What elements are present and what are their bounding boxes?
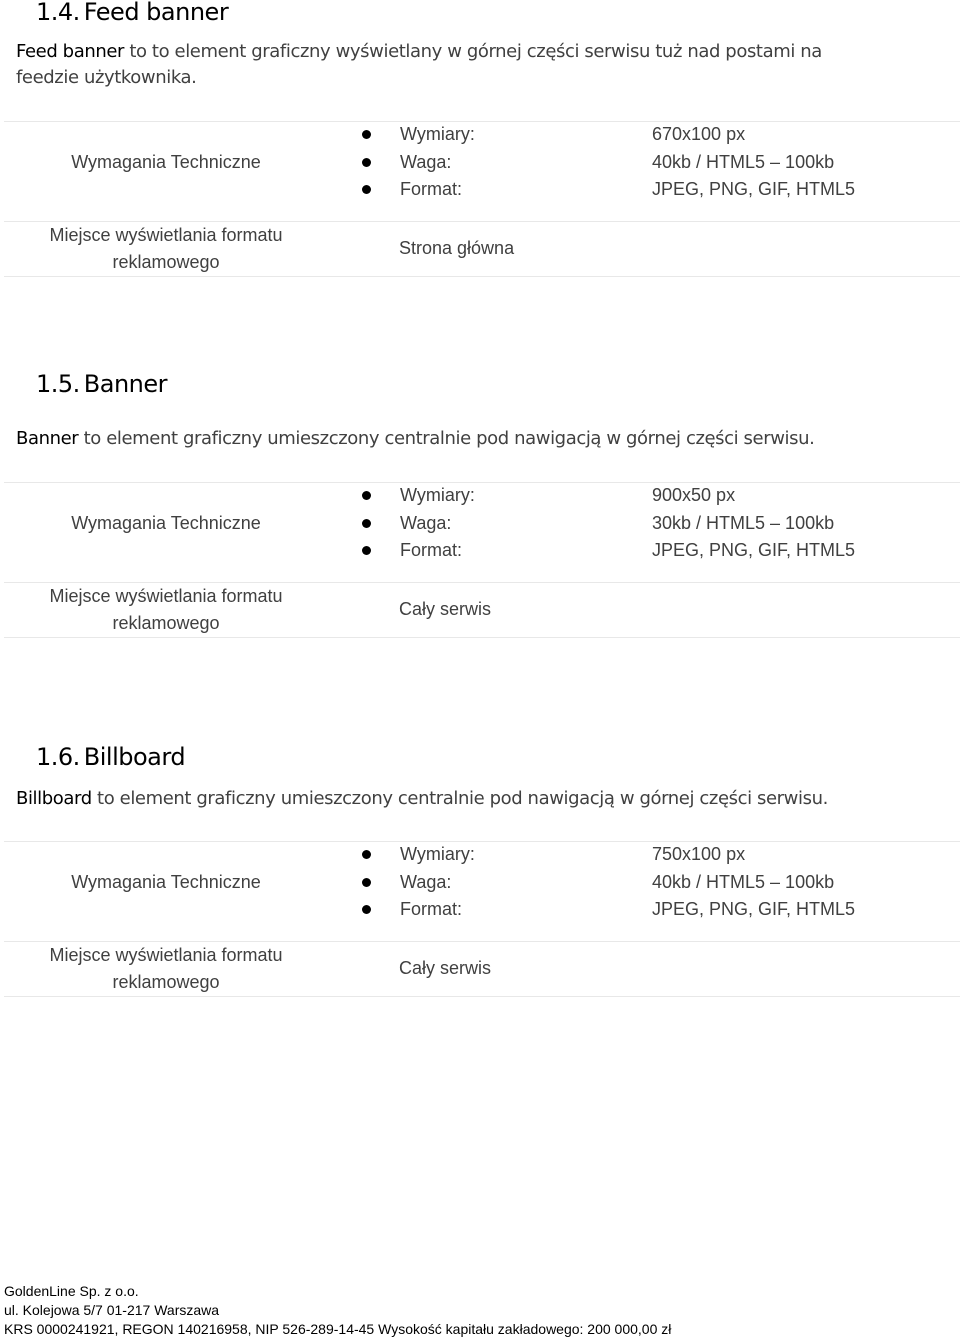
spec-item-dimensions (362, 121, 960, 149)
placement-value: Cały serwis (399, 599, 492, 619)
bullet-icon (362, 185, 371, 194)
description-text: to element graficzny umieszczony centralnie pod nawigacją w górnej części serwisu. (91, 788, 828, 809)
bullet-icon (362, 905, 371, 914)
section-description (16, 786, 876, 812)
bullet-icon (362, 130, 371, 139)
spec-list (362, 482, 960, 565)
section-description (16, 426, 876, 452)
tech-requirements-row (4, 842, 960, 942)
spec-key: Wymiary: (400, 485, 475, 505)
section-heading (36, 0, 228, 26)
placement-row (4, 222, 960, 276)
section-title: Billboard (83, 743, 186, 771)
spec-table (4, 841, 960, 997)
spec-key: Waga: (400, 151, 452, 172)
spec-item-format (362, 537, 960, 565)
placement-value: Cały serwis (399, 958, 492, 978)
spec-table (4, 482, 960, 638)
tech-requirements-label: Wymagania Techniczne (71, 872, 261, 892)
placement-label: Miejsce wyświetlania formatu reklamowego (49, 225, 283, 272)
spec-value: 30kb / HTML5 – 100kb (652, 512, 835, 533)
description-term: Banner (16, 428, 79, 449)
description-text: to to element graficzny wyświetlany w górnej części serwisu tuż nad postami na feedzie użytkownika. (16, 41, 822, 88)
description-text: to element graficzny umieszczony centralnie pod nawigacją w górnej części serwisu. (78, 428, 815, 449)
tech-requirements-label: Wymagania Techniczne (71, 513, 261, 533)
spec-value: JPEG, PNG, GIF, HTML5 (652, 899, 856, 919)
spec-item-weight (362, 149, 960, 177)
placement-row (4, 942, 960, 996)
spec-value: 900x50 px (652, 485, 736, 505)
spec-item-dimensions (362, 841, 960, 869)
section-title: Banner (83, 370, 168, 398)
bullet-icon (362, 491, 371, 500)
spec-value: JPEG, PNG, GIF, HTML5 (652, 540, 856, 560)
description-term: Billboard (16, 788, 92, 809)
spec-key: Wymiary: (400, 124, 475, 144)
section-title: Feed banner (83, 0, 229, 26)
footer-registry: KRS 0000241921, REGON 140216958, NIP 526-289-14-45 Wysokość kapitału zakładowego: 200 000,00 zł (4, 1321, 672, 1337)
bullet-icon (362, 158, 371, 167)
page-footer (4, 1282, 671, 1339)
spec-list (362, 121, 960, 204)
bullet-icon (362, 850, 371, 859)
spec-item-format (362, 896, 960, 924)
placement-label: Miejsce wyświetlania formatu reklamowego (49, 586, 283, 633)
section-heading (36, 370, 167, 398)
bullet-icon (362, 546, 371, 555)
section-number: 1.4. (36, 0, 80, 26)
spec-key: Format: (400, 179, 463, 199)
spec-key: Format: (400, 540, 463, 560)
spec-list (362, 841, 960, 924)
placement-value: Strona główna (399, 238, 515, 258)
spec-value: 670x100 px (652, 124, 746, 144)
spec-item-dimensions (362, 482, 960, 510)
tech-requirements-label: Wymagania Techniczne (71, 152, 261, 172)
spec-item-weight (362, 510, 960, 538)
spec-value: 40kb / HTML5 – 100kb (652, 871, 835, 892)
spec-key: Format: (400, 899, 463, 919)
spec-key: Wymiary: (400, 844, 475, 864)
section-number: 1.6. (36, 743, 80, 771)
placement-row (4, 583, 960, 637)
spec-item-format (362, 176, 960, 204)
spec-item-weight (362, 869, 960, 897)
spec-value: 750x100 px (652, 844, 746, 864)
section-number: 1.5. (36, 370, 80, 398)
section-heading (36, 743, 185, 771)
bullet-icon (362, 519, 371, 528)
footer-address: ul. Kolejowa 5/7 01-217 Warszawa (4, 1302, 220, 1318)
tech-requirements-row (4, 122, 960, 222)
placement-label: Miejsce wyświetlania formatu reklamowego (49, 945, 283, 992)
spec-value: JPEG, PNG, GIF, HTML5 (652, 179, 856, 199)
spec-value: 40kb / HTML5 – 100kb (652, 151, 835, 172)
tech-requirements-row (4, 483, 960, 583)
bullet-icon (362, 878, 371, 887)
spec-key: Waga: (400, 871, 452, 892)
spec-key: Waga: (400, 512, 452, 533)
spec-table (4, 121, 960, 277)
description-term: Feed banner (16, 41, 125, 62)
section-description (16, 39, 876, 91)
footer-company: GoldenLine Sp. z o.o. (4, 1283, 139, 1299)
